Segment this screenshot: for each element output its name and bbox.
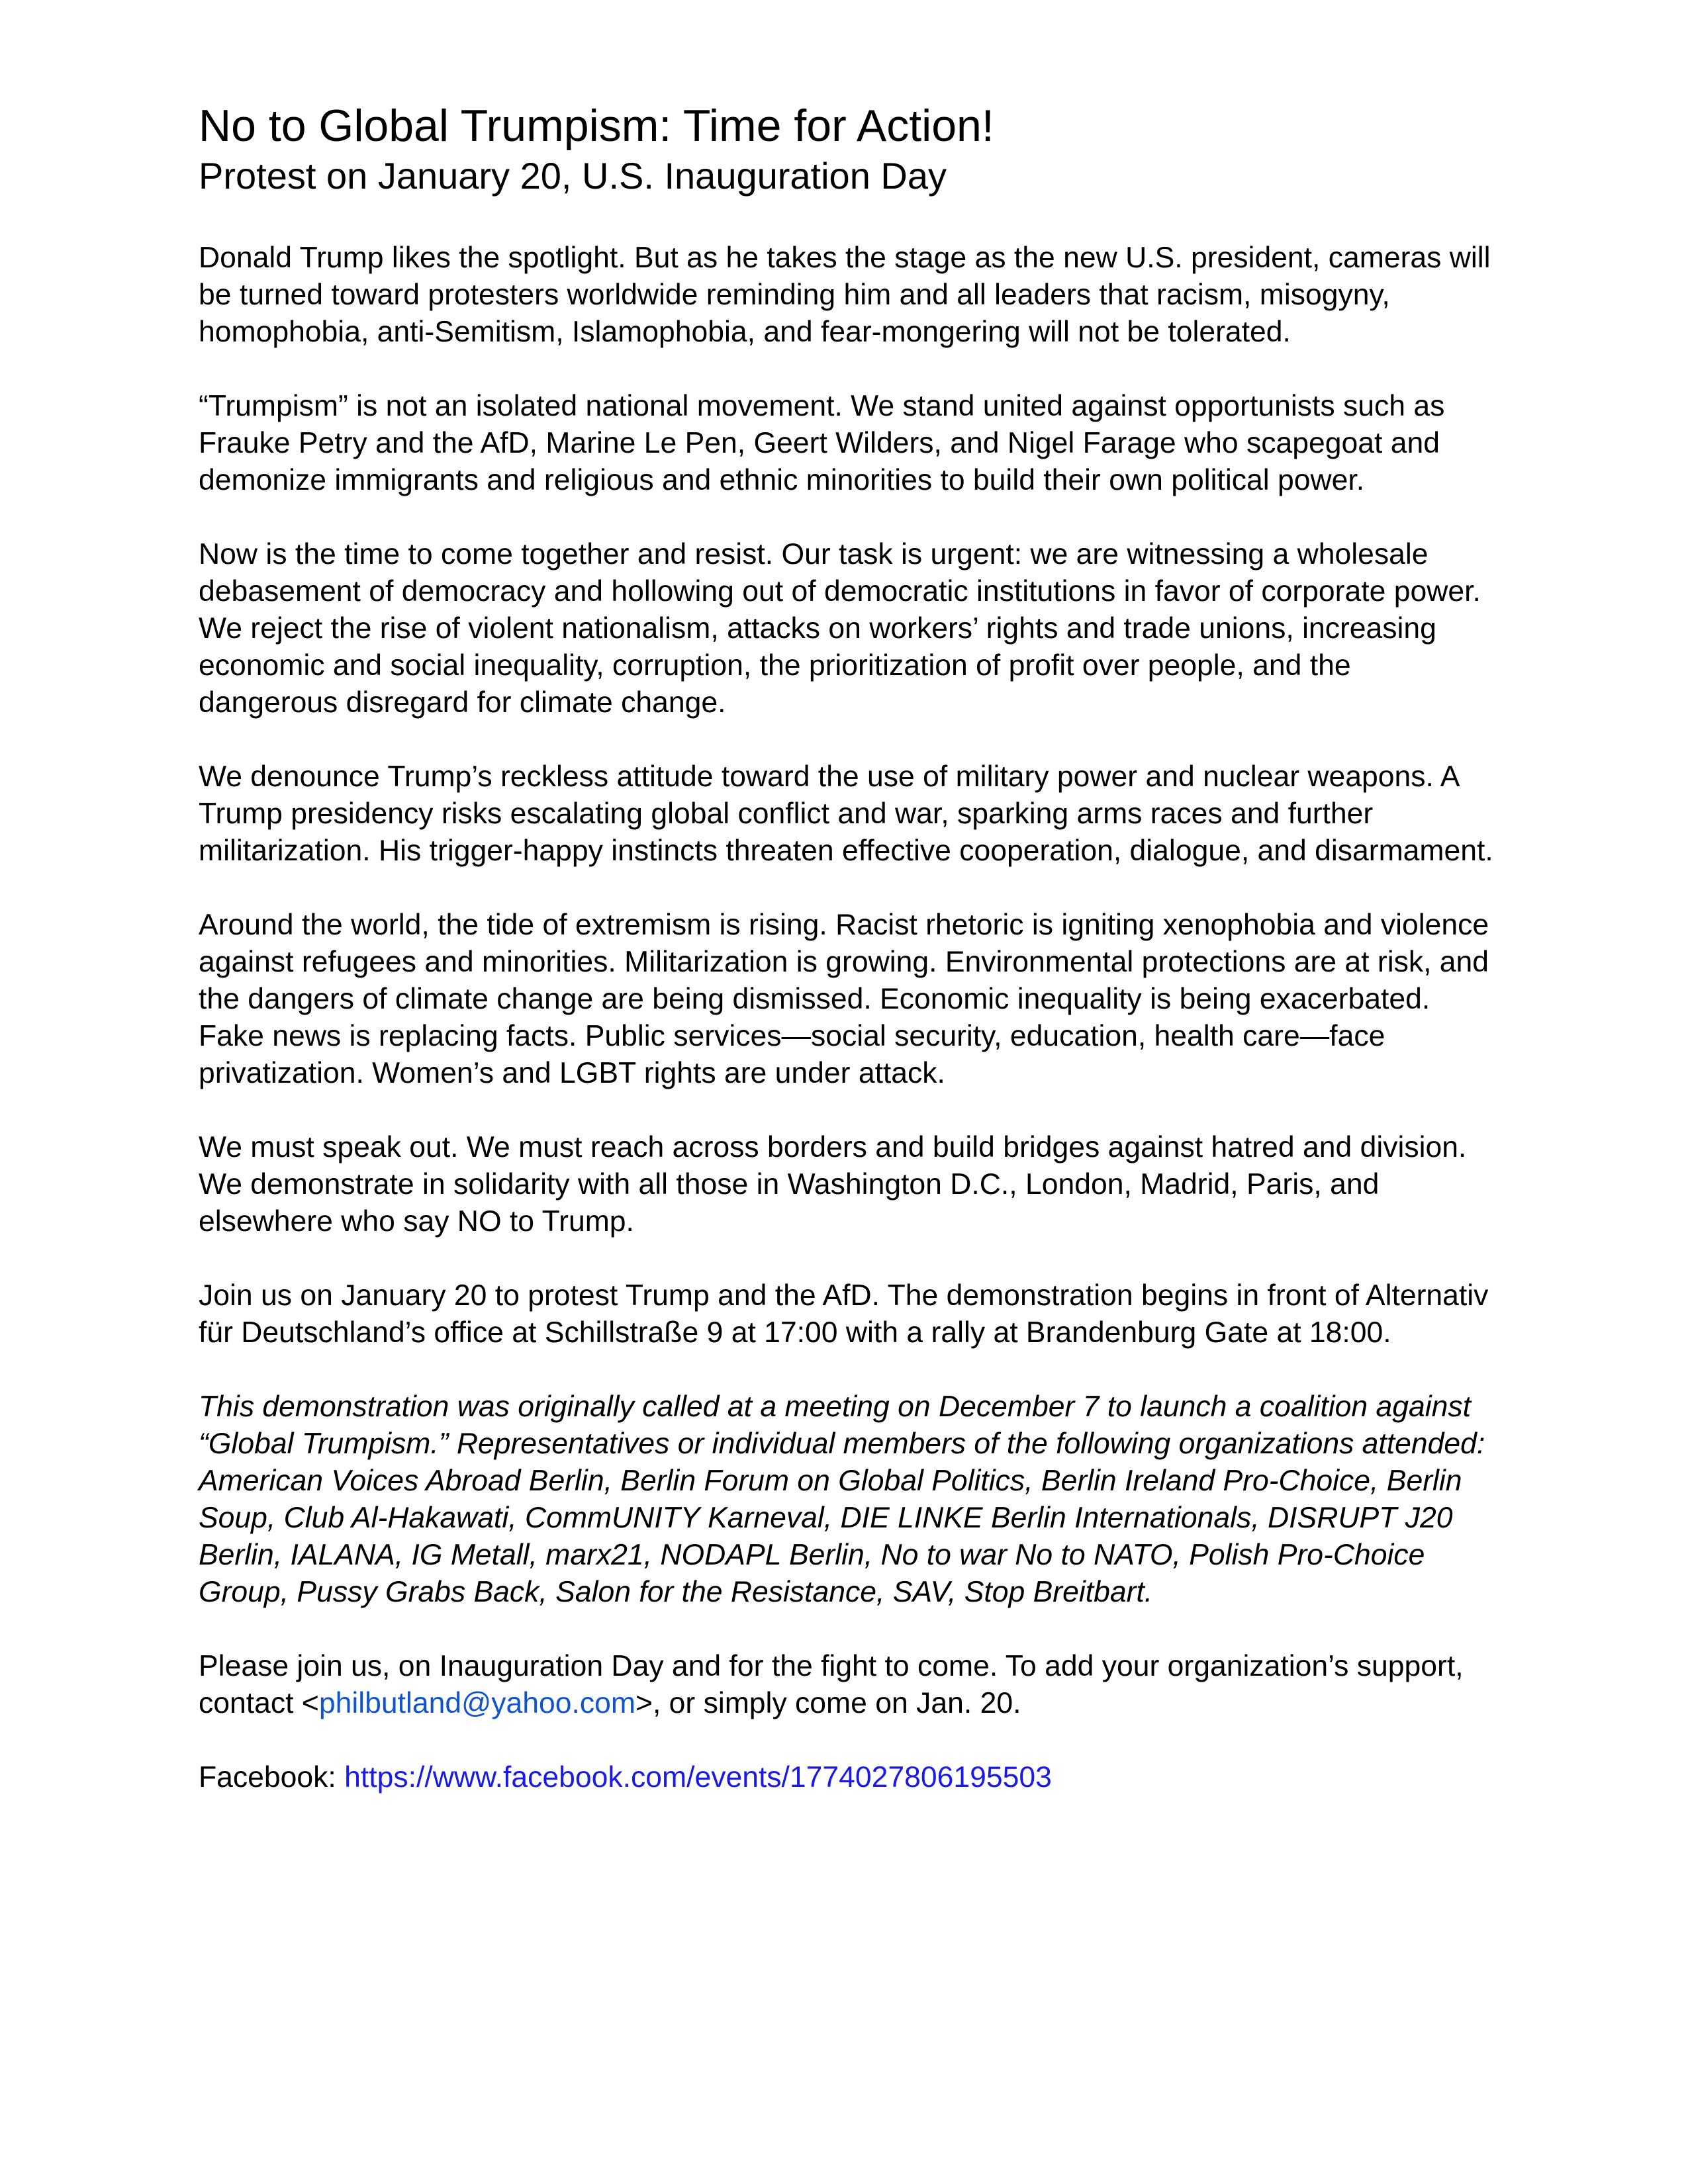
document-title: No to Global Trumpism: Time for Action! — [199, 101, 994, 151]
paragraph-contact — [199, 1648, 1496, 1722]
paragraph-extremism: Around the world, the tide of extremism is rising. Racist rhetoric is igniting xenophobia and violence against refugees and minorities. Militarization is growing. Environmental protections are at risk, and the dangers of climate change are being dismissed. Economic inequality is being exacerbated. Fake news is replacing facts. Public services—social security, education, health care—face privatization. Women’s and LGBT rights are under attack. — [199, 909, 1489, 1089]
paragraph-spotlight: Donald Trump likes the spotlight. But as he takes the stage as the new U.S. president, cameras will be turned toward protesters worldwide reminding him and all leaders that racism, misogyny, homophobia, anti-Semitism, Islamophobia, and fear-mongering will not be tolerated. — [199, 242, 1491, 348]
document-subtitle: Protest on January 20, U.S. Inauguration Day — [199, 155, 947, 197]
facebook-label: Facebook: — [199, 1761, 345, 1794]
facebook-event-link[interactable]: https://www.facebook.com/events/1774027806195503 — [344, 1761, 1052, 1794]
contact-text-after: >, or simply come on Jan. 20. — [635, 1687, 1021, 1719]
paragraph-facebook — [199, 1759, 1496, 1796]
contact-text-before: Please join us, on Inauguration Day and for the fight to come. To add your organization’s support, contact < — [199, 1650, 1464, 1719]
paragraph-solidarity: We must speak out. We must reach across borders and build bridges against hatred and division. We demonstrate in solidarity with all those in Washington D.C., London, Madrid, Paris, and elsewhere who say NO to Trump. — [199, 1131, 1467, 1238]
document-page — [199, 99, 1496, 1833]
paragraph-resist: Now is the time to come together and resist. Our task is urgent: we are witnessing a wholesale debasement of democracy and hollowing out of democratic institutions in favor of corporate power. We reject the rise of violent nationalism, attacks on workers’ rights and trade unions, increasing economic and social inequality, corruption, the prioritization of profit over people, and the dangerous disregard for climate change. — [199, 538, 1481, 719]
paragraph-trumpism: “Trumpism” is not an isolated national movement. We stand united against opportunists such as Frauke Petry and the AfD, Marine Le Pen, Geert Wilders, and Nigel Farage who scapegoat and demonize immigrants and religious and ethnic minorities to build their own political power. — [199, 390, 1445, 496]
contact-email-link[interactable]: philbutland@yahoo.com — [318, 1687, 635, 1719]
paragraph-join-us: Join us on January 20 to protest Trump and the AfD. The demonstration begins in front of Alternativ für Deutschland’s office at Schillstraße 9 at 17:00 with a rally at Brandenburg Gate at 18:00. — [199, 1279, 1489, 1349]
paragraph-military: We denounce Trump’s reckless attitude toward the use of military power and nuclear weapons. A Trump presidency risks escalating global conflict and war, sparking arms races and further militarization. His trigger-happy instincts threaten effective cooperation, dialogue, and disarmament. — [199, 760, 1493, 867]
paragraph-coalition: This demonstration was originally called at a meeting on December 7 to launch a coalition against “Global Trumpism.” Representatives or individual members of the following organizations attended: American Voices Abroad Berlin, Berlin Forum on Global Politics, Berlin Ireland Pro-Choice, Berlin Soup, Club Al-Hakawati, CommUNITY Karneval, DIE LINKE Berlin Internationals, DISRUPT J20 Berlin, IALANA, IG Metall, marx21, NODAPL Berlin, No to war No to NATO, Polish Pro-Choice Group, Pussy Grabs Back, Salon for the Resistance, SAV, Stop Breitbart. — [199, 1390, 1485, 1608]
